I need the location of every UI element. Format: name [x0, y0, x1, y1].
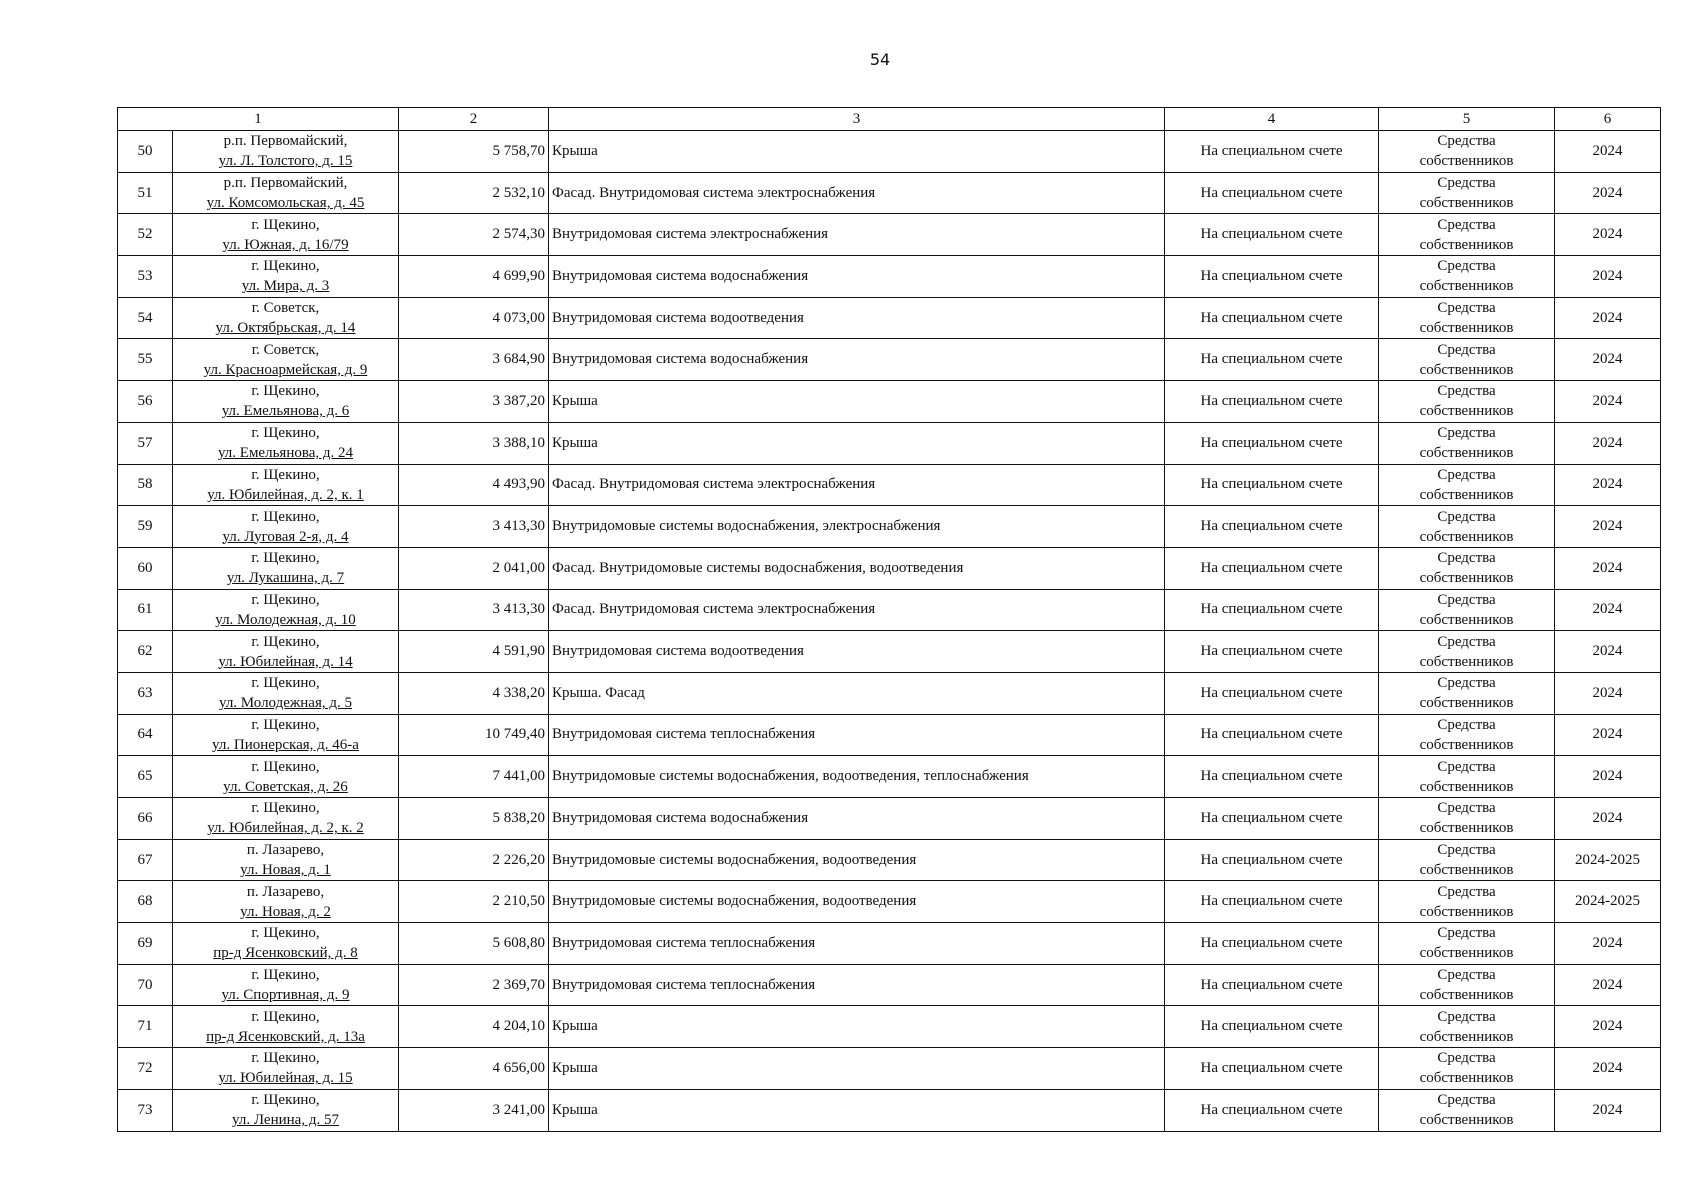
funding-source-cell — [1379, 256, 1555, 298]
row-number-cell: 51 — [118, 172, 173, 214]
fund-method-cell: На специальном счете — [1165, 756, 1379, 798]
work-type-cell: Крыша — [549, 1089, 1165, 1131]
funding-source-line-1: Средства — [1437, 800, 1496, 817]
table-row — [118, 672, 1661, 714]
funding-source-line-2: собственников — [1419, 320, 1514, 337]
funding-source-cell — [1379, 672, 1555, 714]
table-row — [118, 422, 1661, 464]
address-locality: г. Щекино, — [251, 967, 320, 984]
address-cell — [173, 798, 399, 840]
address-locality: г. Щекино, — [251, 591, 320, 608]
address-locality: г. Щекино, — [251, 1050, 320, 1067]
year-cell: 2024 — [1555, 339, 1661, 381]
funding-source-cell — [1379, 881, 1555, 923]
header-col-6: 6 — [1555, 108, 1661, 131]
address-street: ул. Октябрьская, д. 14 — [215, 320, 356, 337]
funding-source-line-2: собственников — [1419, 695, 1514, 712]
address-locality: г. Щекино, — [251, 800, 320, 817]
row-number-cell: 55 — [118, 339, 173, 381]
work-type-cell: Внутридомовые системы водоснабжения, водоотведения — [549, 881, 1165, 923]
table-row — [118, 881, 1661, 923]
address-street: ул. Комсомольская, д. 45 — [206, 195, 365, 212]
fund-method-cell: На специальном счете — [1165, 1048, 1379, 1090]
funding-source-cell — [1379, 131, 1555, 173]
funding-source-line-2: собственников — [1419, 403, 1514, 420]
work-type-cell: Крыша — [549, 1048, 1165, 1090]
address-street: ул. Пионерская, д. 46-а — [212, 736, 359, 753]
address-locality: г. Советск, — [251, 300, 320, 317]
cost-cell: 3 241,00 — [399, 1089, 549, 1131]
row-number-cell: 58 — [118, 464, 173, 506]
funding-source-line-2: собственников — [1419, 653, 1514, 670]
funding-source-line-2: собственников — [1419, 236, 1514, 253]
table-row — [118, 798, 1661, 840]
cost-cell: 2 226,20 — [399, 839, 549, 881]
funding-source-line-1: Средства — [1437, 425, 1496, 442]
year-cell: 2024 — [1555, 381, 1661, 423]
funding-source-line-2: собственников — [1419, 153, 1514, 170]
funding-source-cell — [1379, 1006, 1555, 1048]
address-locality: р.п. Первомайский, — [223, 175, 348, 192]
row-number-cell: 72 — [118, 1048, 173, 1090]
work-type-cell: Фасад. Внутридомовая система электроснабжения — [549, 172, 1165, 214]
table-row — [118, 631, 1661, 673]
row-number-cell: 54 — [118, 297, 173, 339]
funding-source-cell — [1379, 506, 1555, 548]
year-cell: 2024 — [1555, 1089, 1661, 1131]
fund-method-cell: На специальном счете — [1165, 172, 1379, 214]
address-street: ул. Ленина, д. 57 — [232, 1112, 339, 1129]
year-cell: 2024 — [1555, 589, 1661, 631]
work-type-cell: Внутридомовая система водоотведения — [549, 631, 1165, 673]
repair-register-table — [117, 107, 1661, 1132]
row-number-cell: 69 — [118, 923, 173, 965]
address-street: ул. Новая, д. 1 — [240, 862, 331, 879]
cost-cell: 4 493,90 — [399, 464, 549, 506]
funding-source-line-2: собственников — [1419, 862, 1514, 879]
address-locality: г. Щекино, — [251, 466, 320, 483]
table-row — [118, 714, 1661, 756]
header-col-2: 2 — [399, 108, 549, 131]
funding-source-line-1: Средства — [1437, 883, 1496, 900]
funding-source-line-1: Средства — [1437, 967, 1496, 984]
address-locality: г. Щекино, — [251, 508, 320, 525]
table-row — [118, 339, 1661, 381]
row-number-cell: 73 — [118, 1089, 173, 1131]
address-locality: р.п. Первомайский, — [223, 133, 348, 150]
funding-source-line-1: Средства — [1437, 341, 1496, 358]
year-cell: 2024 — [1555, 131, 1661, 173]
funding-source-line-1: Средства — [1437, 175, 1496, 192]
fund-method-cell: На специальном счете — [1165, 297, 1379, 339]
address-cell — [173, 714, 399, 756]
year-cell: 2024 — [1555, 464, 1661, 506]
year-cell: 2024 — [1555, 672, 1661, 714]
year-cell: 2024 — [1555, 923, 1661, 965]
funding-source-line-1: Средства — [1437, 633, 1496, 650]
row-number-cell: 60 — [118, 547, 173, 589]
funding-source-cell — [1379, 714, 1555, 756]
funding-source-line-2: собственников — [1419, 1070, 1514, 1087]
fund-method-cell: На специальном счете — [1165, 1006, 1379, 1048]
table-row — [118, 589, 1661, 631]
row-number-cell: 64 — [118, 714, 173, 756]
year-cell: 2024 — [1555, 297, 1661, 339]
funding-source-line-1: Средства — [1437, 842, 1496, 859]
funding-source-cell — [1379, 297, 1555, 339]
address-locality: г. Щекино, — [251, 925, 320, 942]
cost-cell: 4 338,20 — [399, 672, 549, 714]
address-cell — [173, 422, 399, 464]
address-street: пр-д Ясенковский, д. 8 — [213, 945, 358, 962]
table-row — [118, 1089, 1661, 1131]
work-type-cell: Крыша. Фасад — [549, 672, 1165, 714]
address-locality: г. Щекино, — [251, 758, 320, 775]
funding-source-cell — [1379, 464, 1555, 506]
address-locality: г. Щекино, — [251, 258, 320, 275]
cost-cell: 2 574,30 — [399, 214, 549, 256]
row-number-cell: 50 — [118, 131, 173, 173]
table-row — [118, 964, 1661, 1006]
row-number-cell: 70 — [118, 964, 173, 1006]
address-street: ул. Молодежная, д. 10 — [215, 611, 356, 628]
address-cell — [173, 964, 399, 1006]
cost-cell: 3 684,90 — [399, 339, 549, 381]
year-cell: 2024-2025 — [1555, 839, 1661, 881]
funding-source-cell — [1379, 1089, 1555, 1131]
funding-source-cell — [1379, 839, 1555, 881]
cost-cell: 2 041,00 — [399, 547, 549, 589]
year-cell: 2024 — [1555, 1006, 1661, 1048]
year-cell: 2024 — [1555, 422, 1661, 464]
address-locality: п. Лазарево, — [246, 883, 325, 900]
year-cell: 2024 — [1555, 506, 1661, 548]
address-cell — [173, 131, 399, 173]
address-cell — [173, 297, 399, 339]
address-cell — [173, 839, 399, 881]
cost-cell: 2 210,50 — [399, 881, 549, 923]
address-cell — [173, 172, 399, 214]
fund-method-cell: На специальном счете — [1165, 714, 1379, 756]
fund-method-cell: На специальном счете — [1165, 881, 1379, 923]
funding-source-cell — [1379, 964, 1555, 1006]
cost-cell: 2 369,70 — [399, 964, 549, 1006]
address-street: ул. Емельянова, д. 6 — [221, 403, 350, 420]
year-cell: 2024-2025 — [1555, 881, 1661, 923]
table-row — [118, 547, 1661, 589]
funding-source-line-1: Средства — [1437, 550, 1496, 567]
address-cell — [173, 1048, 399, 1090]
address-street: ул. Юбилейная, д. 15 — [218, 1070, 353, 1087]
funding-source-line-2: собственников — [1419, 195, 1514, 212]
work-type-cell: Внутридомовая система водоснабжения — [549, 256, 1165, 298]
year-cell: 2024 — [1555, 714, 1661, 756]
cost-cell: 5 758,70 — [399, 131, 549, 173]
funding-source-line-2: собственников — [1419, 736, 1514, 753]
address-cell — [173, 547, 399, 589]
address-locality: г. Щекино, — [251, 550, 320, 567]
table-row — [118, 131, 1661, 173]
work-type-cell: Фасад. Внутридомовые системы водоснабжения, водоотведения — [549, 547, 1165, 589]
funding-source-line-2: собственников — [1419, 987, 1514, 1004]
address-cell — [173, 589, 399, 631]
fund-method-cell: На специальном счете — [1165, 381, 1379, 423]
table-row — [118, 214, 1661, 256]
work-type-cell: Внутридомовая система теплоснабжения — [549, 964, 1165, 1006]
address-locality: п. Лазарево, — [246, 842, 325, 859]
cost-cell: 4 591,90 — [399, 631, 549, 673]
work-type-cell: Внутридомовая система водоотведения — [549, 297, 1165, 339]
address-locality: г. Щекино, — [251, 1092, 320, 1109]
funding-source-line-1: Средства — [1437, 1092, 1496, 1109]
row-number-cell: 53 — [118, 256, 173, 298]
cost-cell: 4 699,90 — [399, 256, 549, 298]
address-street: ул. Лукашина, д. 7 — [226, 570, 345, 587]
funding-source-line-1: Средства — [1437, 466, 1496, 483]
cost-cell: 3 388,10 — [399, 422, 549, 464]
work-type-cell: Внутридомовая система электроснабжения — [549, 214, 1165, 256]
funding-source-line-1: Средства — [1437, 216, 1496, 233]
header-col-1: 1 — [118, 108, 399, 131]
column-number-header — [118, 108, 1661, 131]
page-number: 54 — [869, 50, 891, 69]
header-col-5: 5 — [1379, 108, 1555, 131]
address-cell — [173, 256, 399, 298]
cost-cell: 4 073,00 — [399, 297, 549, 339]
fund-method-cell: На специальном счете — [1165, 589, 1379, 631]
cost-cell: 4 656,00 — [399, 1048, 549, 1090]
cost-cell: 7 441,00 — [399, 756, 549, 798]
address-cell — [173, 923, 399, 965]
funding-source-cell — [1379, 172, 1555, 214]
funding-source-line-1: Средства — [1437, 1050, 1496, 1067]
funding-source-line-2: собственников — [1419, 611, 1514, 628]
funding-source-cell — [1379, 1048, 1555, 1090]
funding-source-cell — [1379, 756, 1555, 798]
row-number-cell: 59 — [118, 506, 173, 548]
fund-method-cell: На специальном счете — [1165, 214, 1379, 256]
funding-source-cell — [1379, 631, 1555, 673]
table-body — [118, 131, 1661, 1132]
address-street: ул. Емельянова, д. 24 — [217, 445, 354, 462]
address-street: ул. Мира, д. 3 — [241, 278, 330, 295]
year-cell: 2024 — [1555, 756, 1661, 798]
funding-source-line-2: собственников — [1419, 945, 1514, 962]
address-street: ул. Молодежная, д. 5 — [218, 695, 352, 712]
address-locality: г. Щекино, — [251, 633, 320, 650]
address-cell — [173, 381, 399, 423]
funding-source-cell — [1379, 547, 1555, 589]
cost-cell: 5 838,20 — [399, 798, 549, 840]
funding-source-line-1: Средства — [1437, 133, 1496, 150]
funding-source-line-2: собственников — [1419, 903, 1514, 920]
header-col-3: 3 — [549, 108, 1165, 131]
funding-source-line-2: собственников — [1419, 445, 1514, 462]
funding-source-cell — [1379, 214, 1555, 256]
cost-cell: 3 413,30 — [399, 506, 549, 548]
funding-source-line-1: Средства — [1437, 300, 1496, 317]
fund-method-cell: На специальном счете — [1165, 798, 1379, 840]
work-type-cell: Внутридомовые системы водоснабжения, водоотведения — [549, 839, 1165, 881]
row-number-cell: 67 — [118, 839, 173, 881]
funding-source-line-1: Средства — [1437, 508, 1496, 525]
table-row — [118, 506, 1661, 548]
address-street: ул. Советская, д. 26 — [223, 778, 348, 795]
funding-source-cell — [1379, 798, 1555, 840]
funding-source-line-1: Средства — [1437, 758, 1496, 775]
row-number-cell: 56 — [118, 381, 173, 423]
funding-source-line-2: собственников — [1419, 1112, 1514, 1129]
work-type-cell: Крыша — [549, 422, 1165, 464]
row-number-cell: 62 — [118, 631, 173, 673]
address-locality: г. Щекино, — [251, 216, 320, 233]
fund-method-cell: На специальном счете — [1165, 256, 1379, 298]
row-number-cell: 71 — [118, 1006, 173, 1048]
fund-method-cell: На специальном счете — [1165, 964, 1379, 1006]
funding-source-line-2: собственников — [1419, 486, 1514, 503]
year-cell: 2024 — [1555, 964, 1661, 1006]
fund-method-cell: На специальном счете — [1165, 339, 1379, 381]
work-type-cell: Крыша — [549, 381, 1165, 423]
cost-cell: 3 387,20 — [399, 381, 549, 423]
work-type-cell: Крыша — [549, 131, 1165, 173]
work-type-cell: Крыша — [549, 1006, 1165, 1048]
work-type-cell: Фасад. Внутридомовая система электроснабжения — [549, 464, 1165, 506]
address-cell — [173, 214, 399, 256]
table-row — [118, 923, 1661, 965]
address-street: ул. Новая, д. 2 — [240, 903, 331, 920]
funding-source-cell — [1379, 589, 1555, 631]
address-street: ул. Южная, д. 16/79 — [222, 236, 349, 253]
year-cell: 2024 — [1555, 172, 1661, 214]
address-street: ул. Юбилейная, д. 2, к. 1 — [207, 486, 364, 503]
funding-source-cell — [1379, 381, 1555, 423]
funding-source-line-1: Средства — [1437, 258, 1496, 275]
row-number-cell: 61 — [118, 589, 173, 631]
fund-method-cell: На специальном счете — [1165, 464, 1379, 506]
row-number-cell: 57 — [118, 422, 173, 464]
funding-source-line-2: собственников — [1419, 278, 1514, 295]
work-type-cell: Внутридомовая система водоснабжения — [549, 339, 1165, 381]
cost-cell: 5 608,80 — [399, 923, 549, 965]
header-col-4: 4 — [1165, 108, 1379, 131]
work-type-cell: Внутридомовая система водоснабжения — [549, 798, 1165, 840]
address-cell — [173, 756, 399, 798]
address-street: ул. Луговая 2-я, д. 4 — [222, 528, 349, 545]
funding-source-cell — [1379, 339, 1555, 381]
table-row — [118, 172, 1661, 214]
address-cell — [173, 631, 399, 673]
address-cell — [173, 672, 399, 714]
table-row — [118, 839, 1661, 881]
fund-method-cell: На специальном счете — [1165, 422, 1379, 464]
fund-method-cell: На специальном счете — [1165, 923, 1379, 965]
funding-source-cell — [1379, 422, 1555, 464]
address-cell — [173, 464, 399, 506]
work-type-cell: Внутридомовые системы водоснабжения, водоотведения, теплоснабжения — [549, 756, 1165, 798]
row-number-cell: 63 — [118, 672, 173, 714]
year-cell: 2024 — [1555, 631, 1661, 673]
row-number-cell: 65 — [118, 756, 173, 798]
fund-method-cell: На специальном счете — [1165, 547, 1379, 589]
address-cell — [173, 881, 399, 923]
address-locality: г. Советск, — [251, 341, 320, 358]
funding-source-line-2: собственников — [1419, 1028, 1514, 1045]
row-number-cell: 68 — [118, 881, 173, 923]
funding-source-line-1: Средства — [1437, 591, 1496, 608]
address-locality: г. Щекино, — [251, 1008, 320, 1025]
work-type-cell: Фасад. Внутридомовая система электроснабжения — [549, 589, 1165, 631]
funding-source-line-2: собственников — [1419, 361, 1514, 378]
cost-cell: 2 532,10 — [399, 172, 549, 214]
address-street: ул. Юбилейная, д. 2, к. 2 — [207, 820, 364, 837]
funding-source-line-2: собственников — [1419, 820, 1514, 837]
funding-source-line-1: Средства — [1437, 716, 1496, 733]
funding-source-cell — [1379, 923, 1555, 965]
cost-cell: 3 413,30 — [399, 589, 549, 631]
year-cell: 2024 — [1555, 547, 1661, 589]
funding-source-line-1: Средства — [1437, 675, 1496, 692]
address-street: ул. Спортивная, д. 9 — [221, 987, 350, 1004]
address-street: пр-д Ясенковский, д. 13а — [206, 1028, 365, 1045]
address-locality: г. Щекино, — [251, 383, 320, 400]
row-number-cell: 66 — [118, 798, 173, 840]
table-row — [118, 1048, 1661, 1090]
table-row — [118, 256, 1661, 298]
funding-source-line-1: Средства — [1437, 925, 1496, 942]
fund-method-cell: На специальном счете — [1165, 839, 1379, 881]
cost-cell: 10 749,40 — [399, 714, 549, 756]
cost-cell: 4 204,10 — [399, 1006, 549, 1048]
year-cell: 2024 — [1555, 214, 1661, 256]
work-type-cell: Внутридомовая система теплоснабжения — [549, 923, 1165, 965]
address-locality: г. Щекино, — [251, 716, 320, 733]
work-type-cell: Внутридомовые системы водоснабжения, электроснабжения — [549, 506, 1165, 548]
row-number-cell: 52 — [118, 214, 173, 256]
address-cell — [173, 1089, 399, 1131]
funding-source-line-2: собственников — [1419, 570, 1514, 587]
address-street: ул. Юбилейная, д. 14 — [218, 653, 353, 670]
table-row — [118, 297, 1661, 339]
address-cell — [173, 506, 399, 548]
address-cell — [173, 1006, 399, 1048]
funding-source-line-1: Средства — [1437, 383, 1496, 400]
table-row — [118, 381, 1661, 423]
year-cell: 2024 — [1555, 798, 1661, 840]
address-cell — [173, 339, 399, 381]
funding-source-line-2: собственников — [1419, 778, 1514, 795]
year-cell: 2024 — [1555, 1048, 1661, 1090]
address-locality: г. Щекино, — [251, 425, 320, 442]
fund-method-cell: На специальном счете — [1165, 506, 1379, 548]
work-type-cell: Внутридомовая система теплоснабжения — [549, 714, 1165, 756]
fund-method-cell: На специальном счете — [1165, 131, 1379, 173]
address-street: ул. Красноармейская, д. 9 — [203, 361, 368, 378]
address-street: ул. Л. Толстого, д. 15 — [218, 153, 353, 170]
table-row — [118, 1006, 1661, 1048]
funding-source-line-1: Средства — [1437, 1008, 1496, 1025]
address-locality: г. Щекино, — [251, 675, 320, 692]
fund-method-cell: На специальном счете — [1165, 672, 1379, 714]
table-row — [118, 464, 1661, 506]
table-row — [118, 756, 1661, 798]
year-cell: 2024 — [1555, 256, 1661, 298]
fund-method-cell: На специальном счете — [1165, 631, 1379, 673]
fund-method-cell: На специальном счете — [1165, 1089, 1379, 1131]
funding-source-line-2: собственников — [1419, 528, 1514, 545]
